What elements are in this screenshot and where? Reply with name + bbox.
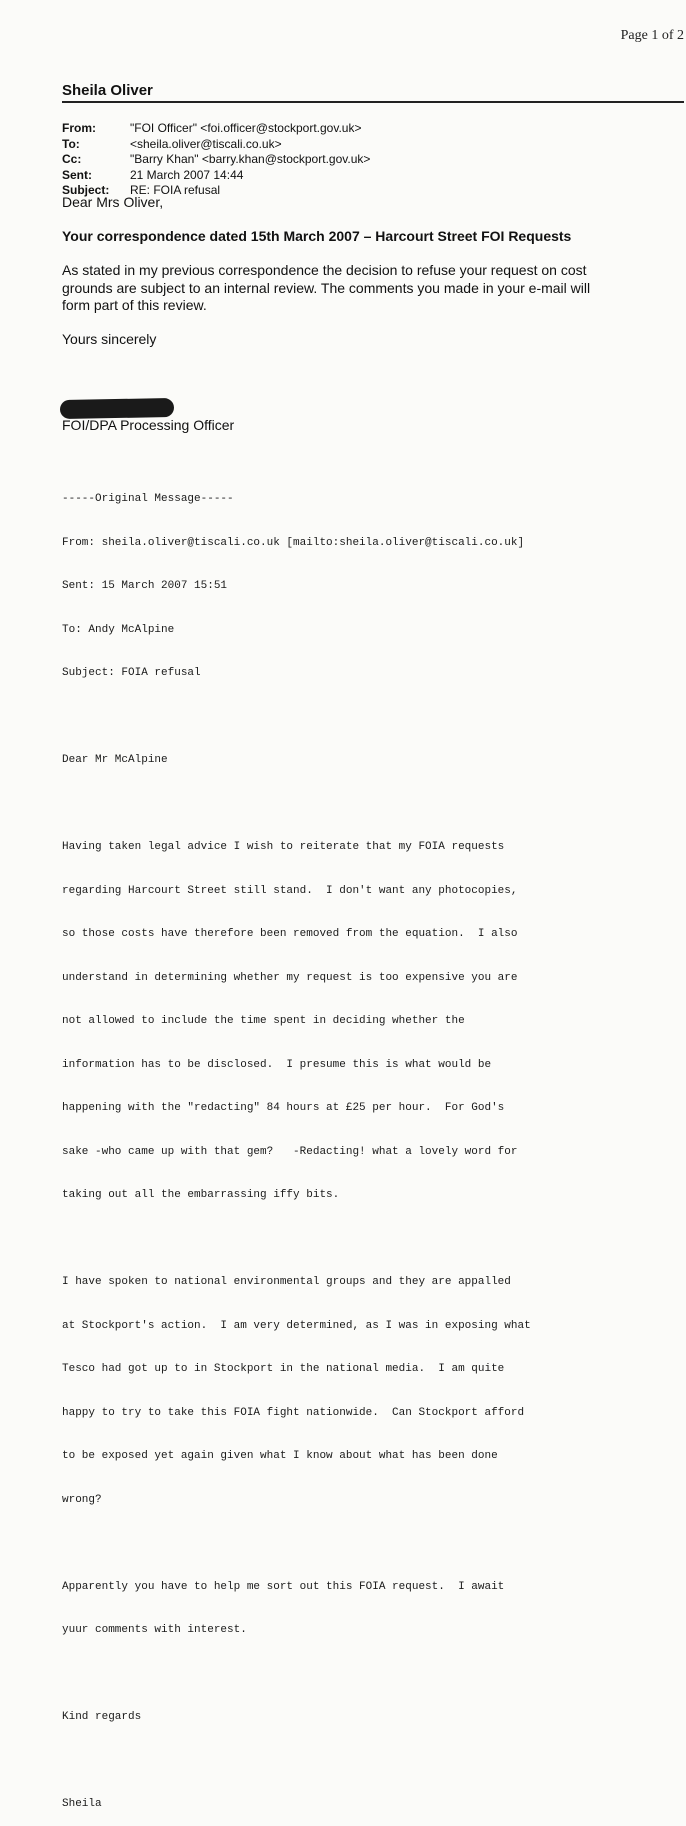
original-subject: Subject: FOIA refusal — [62, 667, 201, 679]
original-line: happy to try to take this FOIA fight nationwide. Can Stockport afford — [62, 1406, 525, 1419]
original-line: Having taken legal advice I wish to reiterate that my FOIA requests — [62, 841, 505, 853]
original-message — [62, 463, 682, 1826]
header-sent — [62, 168, 370, 184]
original-from: From: sheila.oliver@tiscali.co.uk [mailto:sheila.oliver@tiscali.co.uk] — [62, 536, 525, 549]
original-to: To: Andy McAlpine — [62, 623, 175, 636]
original-line: sake -who came up with that gem? -Redacting! what a lovely word for — [62, 1145, 518, 1158]
reply-greeting: Dear Mrs Oliver, — [62, 194, 164, 210]
reply-line: form part of this review. — [62, 297, 207, 313]
original-divider: -----Original Message----- — [62, 493, 234, 505]
redacted-signature — [60, 398, 174, 419]
header-label: To: — [62, 136, 80, 151]
header-label: Subject: — [62, 183, 110, 197]
header-value: "FOI Officer" <foi.officer@stockport.gov.uk> — [130, 121, 362, 135]
original-line: I have spoken to national environmental groups and they are appalled — [62, 1276, 511, 1288]
original-line: to be exposed yet again given what I know about what has been done — [62, 1450, 498, 1462]
reply-signoff: Yours sincerely — [62, 331, 157, 347]
original-line: Apparently you have to help me sort out this FOIA request. I await — [62, 1580, 505, 1593]
reply-subject-heading: Your correspondence dated 15th March 2007 – Harcourt Street FOI Requests — [62, 228, 572, 244]
spacer — [62, 710, 682, 725]
header-value: RE: FOIA refusal — [130, 183, 221, 197]
original-line: understand in determining whether my request is too expensive you are — [62, 971, 518, 984]
original-line: regarding Harcourt Street still stand. I don't want any photocopies, — [62, 884, 518, 897]
spacer — [62, 1536, 682, 1551]
header-value: "Barry Khan" <barry.khan@stockport.gov.uk> — [130, 152, 371, 166]
original-line: so those costs have therefore been removed from the equation. I also — [62, 928, 518, 940]
spacer — [62, 797, 682, 812]
reply-line: grounds are subject to an internal review. The comments you made in your e-mail will — [62, 279, 591, 296]
header-rule — [62, 101, 684, 103]
original-line: information has to be disclosed. I presume this is what would be — [62, 1058, 492, 1071]
original-line: wrong? — [62, 1493, 102, 1506]
header-label: Sent: — [62, 167, 92, 182]
original-line: yuur comments with interest. — [62, 1624, 247, 1636]
sender-name: Sheila Oliver — [62, 82, 153, 99]
spacer — [62, 1667, 682, 1682]
header-to — [62, 137, 370, 153]
original-line: Tesco had got up to in Stockport in the national media. I am quite — [62, 1363, 505, 1375]
reply-line: As stated in my previous correspondence the decision to refuse your request on cost — [62, 262, 587, 278]
original-line: happening with the "redacting" 84 hours at £25 per hour. For God's — [62, 1102, 505, 1114]
original-regards: Kind regards — [62, 1711, 142, 1723]
original-greeting: Dear Mr McAlpine — [62, 754, 168, 766]
header-from — [62, 121, 370, 137]
spacer — [62, 1232, 682, 1247]
original-line: taking out all the embarrassing iffy bits. — [62, 1189, 340, 1201]
header-label: From: — [62, 121, 96, 135]
original-signature: Sheila — [62, 1798, 102, 1810]
original-sent: Sent: 15 March 2007 15:51 — [62, 580, 228, 592]
page-number: Page 1 of 2 — [620, 28, 684, 43]
original-line: not allowed to include the time spent in deciding whether the — [62, 1015, 465, 1027]
header-label: Cc: — [62, 152, 82, 166]
email-headers — [62, 121, 370, 199]
header-cc — [62, 152, 370, 168]
spacer — [62, 1754, 682, 1769]
header-value: 21 March 2007 14:44 — [130, 167, 244, 182]
original-line: at Stockport's action. I am very determined, as I was in exposing what — [62, 1319, 531, 1332]
job-title: FOI/DPA Processing Officer — [62, 417, 235, 433]
reply-paragraph — [62, 262, 672, 315]
header-value: <sheila.oliver@tiscali.co.uk> — [130, 136, 282, 151]
